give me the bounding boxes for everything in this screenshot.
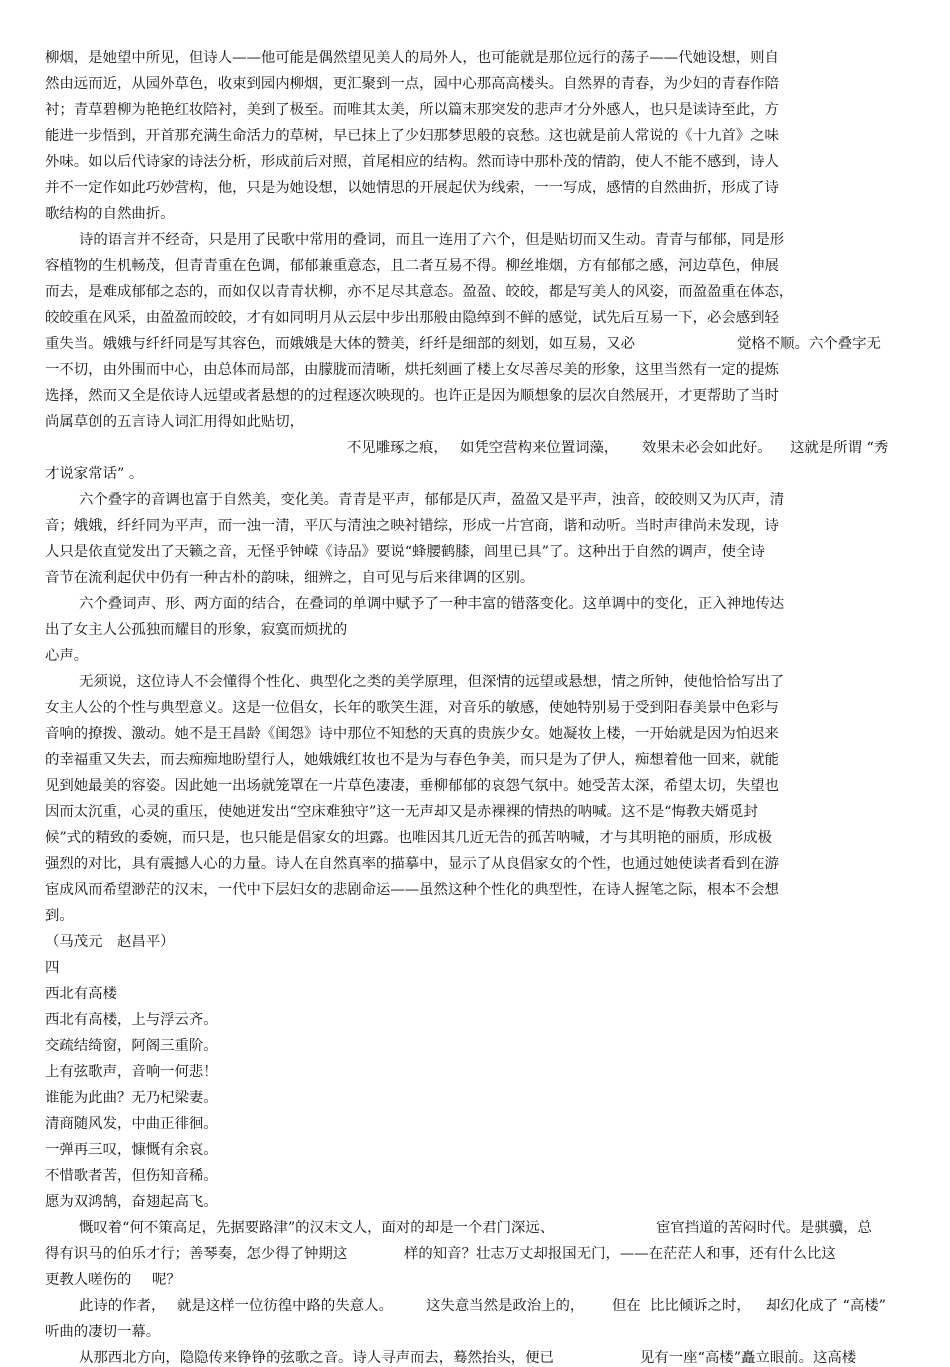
para2-line9-seg1: 不见雕琢之痕， xyxy=(347,440,448,456)
para2-line9-seg2: 如凭空营构来位置词藻， xyxy=(460,440,619,456)
para5-line9: 宦成风而希望渺茫的汉末，一代中下层妇女的悲剧命运——虽然这种个性化的典型性，在诗人握笔之际，根本不会想 xyxy=(45,882,779,898)
para2-line8: 尚属草创的五言诗人词汇用得如此贴切， xyxy=(45,414,305,430)
para2-line6: 一不切，由外围而中心，由总体而局部，由朦胧而清晰，烘托刻画了楼上女尽善尽美的形象，这里当然有一定的提炼 xyxy=(45,362,779,378)
para3-line1: 六个叠字的音调也富于自然美，变化美。青青是平声，郁郁是仄声，盈盈又是平声，浊音，皎皎则又为仄声，清 xyxy=(79,492,785,508)
para5-line3: 音响的撩拨、激动。她不是王昌龄《闺怨》诗中那位不知愁的天真的贵族少女。她凝妆上楼，一开始就是因为怕迟来 xyxy=(45,726,779,742)
para2-line4: 皎皎重在风采，由盈盈而皎皎，才有如同明月从云层中步出那般由隐绰到不鲜的感觉，试先后互易一下，必会感到轻 xyxy=(45,310,779,326)
poem-line7: 不惜歌者苦，但伤知音稀。 xyxy=(45,1168,218,1184)
para8-line1-seg1: 从那西北方向，隐隐传来铮铮的弦歌之音。诗人寻声而去，蓦然抬头，便已 xyxy=(79,1350,554,1366)
para5-line4: 的幸福重又失去，而去痴痴地盼望行人，她娥娥红妆也不是为与春色争美，而只是为了伊人，痴想着他一回来，就能 xyxy=(45,752,779,768)
poem-line8: 愿为双鸿鹄，奋翅起高飞。 xyxy=(45,1194,218,1210)
para7-line1-seg1: 此诗的作者， xyxy=(79,1298,166,1314)
para7-line1-seg5: 比比倾诉之时， xyxy=(650,1298,751,1314)
para6-line2-seg2: 样的知音？壮志万丈却报国无门，——在茫茫人和事，还有什么比这 xyxy=(404,1246,836,1262)
poem-line4: 谁能为此曲？无乃杞梁妻。 xyxy=(45,1090,218,1106)
para4-line3: 心声。 xyxy=(45,648,89,664)
poem-line6: 一弹再三叹，慷慨有余哀。 xyxy=(45,1142,218,1158)
para6-line1-seg1: 慨叹着“何不策高足，先据要路津”的汉末文人，面对的却是一个君门深远、 xyxy=(79,1220,555,1236)
para5-line7: 候”式的精致的委婉，而只是，也只能是倡家女的坦露。也唯因其几近无告的孤苦呐喊，才与其明艳的丽质，形成极 xyxy=(45,830,772,846)
para1-line2: 然由远而近，从园外草色，收束到园内柳烟，更汇聚到一点，园中心那高高楼头。自然界的青春，为少妇的青春作陪 xyxy=(45,76,779,92)
para7-line1-seg4: 但在 xyxy=(612,1298,641,1314)
para2-line1: 诗的语言并不经奇，只是用了民歌中常用的叠词，而且一连用了六个，但是贴切而又生动。青青与郁郁，同是形 xyxy=(79,232,785,248)
para2-line9-seg3: 效果未必会如此好。 xyxy=(642,440,772,456)
para4-line2: 出了女主人公孤独而耀目的形象，寂寞而烦扰的 xyxy=(45,622,348,638)
poem-line3: 上有弦歌声，音响一何悲！ xyxy=(45,1064,218,1080)
para6-line1-seg2: 宦官挡道的苦闷时代。是骐骥，总 xyxy=(656,1220,872,1236)
para1-line6: 并不一定作如此巧妙营构，他，只是为她设想，以她情思的开展起伏为线索，一一写成，感情的自然曲折，形成了诗 xyxy=(45,180,779,196)
section-number: 四 xyxy=(45,960,60,976)
para3-line3: 人只是依直觉发出了天籁之音，无怪乎钟嵘《诗品》要说“蜂腰鹤膝，闾里已具”了。这种出于自然的调声，使全诗 xyxy=(45,544,765,560)
para2-line2: 容植物的生机畅茂，但青青重在色调，郁郁兼重意态，且二者互易不得。柳丝堆烟，方有郁郁之感，河边草色，伸展 xyxy=(45,258,779,274)
para3-line4: 音节在流利起伏中仍有一种古朴的韵味，细辨之，自可见与后来律调的区别。 xyxy=(45,570,535,586)
para7-line2: 听曲的凄切一幕。 xyxy=(45,1324,161,1340)
poem-line5: 清商随风发，中曲正徘徊。 xyxy=(45,1116,218,1132)
para3-line2: 音；娥娥，纤纤同为平声，而一浊一清，平仄与清浊之映衬错综，形成一片宫商，谐和动听。当时声律尚未发现，诗 xyxy=(45,518,779,534)
author-line: （马茂元 赵昌平） xyxy=(45,934,175,950)
para7-line1-seg2: 就是这样一位彷徨中路的失意人。 xyxy=(177,1298,393,1314)
para1-line5: 外味。如以后代诗家的诗法分析，形成前后对照，首尾相应的结构。然而诗中那朴茂的情韵，使人不能不感到，诗人 xyxy=(45,154,779,170)
para5-line1: 无须说，这位诗人不会懂得个性化、典型化之类的美学原理，但深情的远望或悬想，情之所钟，使他恰恰写出了 xyxy=(79,674,785,690)
para1-line3: 衬；青草碧柳为艳艳红妆陪衬，美到了极至。而唯其太美，所以篇末那突发的悲声才分外感人，也只是读诗至此，方 xyxy=(45,102,779,118)
para6-line3-seg2: 呢？ xyxy=(152,1272,181,1288)
para1-line1: 柳烟，是她望中所见，但诗人——他可能是偶然望见美人的局外人，也可能就是那位远行的荡子——代她设想，则自 xyxy=(45,50,779,66)
para2-line3: 而去，是难成郁郁之态的，而如仅以青青状柳，亦不足尽其意态。盈盈、皎皎，都是写美人的风姿，而盈盈重在体态， xyxy=(45,284,794,300)
para2-line5-seg1: 重失当。娥娥与纤纤同是写其容色，而娥娥是大体的赞美，纤纤是细部的刻划，如互易，又必 xyxy=(45,336,636,352)
para6-line2-seg1: 得有识马的伯乐才行；善琴奏，怎少得了钟期这 xyxy=(45,1246,348,1262)
para8-line1-seg2: 见有一座“高楼”矗立眼前。这高楼 xyxy=(640,1350,857,1366)
para2-line5-seg2: 觉格不顺。六个叠字无 xyxy=(737,336,881,352)
para2-line9-seg4: 这就是所谓 “秀 xyxy=(790,440,889,456)
para2-line7: 选择，然而又全是依诗人远望或者悬想的的过程逐次映现的。也许正是因为顺想象的层次自然展开，才更帮助了当时 xyxy=(45,388,779,404)
para7-line1-seg6: 却幻化成了 “高楼” xyxy=(766,1298,887,1314)
para5-line8: 强烈的对比，具有震撼人心的力量。诗人在自然真率的描摹中，显示了从良倡家女的个性，也通过她使读者看到在游 xyxy=(45,856,779,872)
para5-line6: 因而太沉重，心灵的重压，使她迸发出“空床难独守”这一无声却又是赤裸裸的情热的呐喊。这不是“悔教夫婿觅封 xyxy=(45,804,758,820)
para5-line5: 见到她最美的容姿。因此她一出场就笼罩在一片草色凄凄，垂柳郁郁的哀怨气氛中。她受苦太深，希望太切，失望也 xyxy=(45,778,779,794)
para5-line2: 女主人公的个性与典型意义。这是一位倡女，长年的歌笑生涯，对音乐的敏感，使她特别易于受到阳春美景中色彩与 xyxy=(45,700,779,716)
para1-line4: 能进一步悟到，开首那充满生命活力的草树，早已抹上了少妇那梦思般的哀愁。这也就是前人常说的《十九首》之味 xyxy=(45,128,779,144)
para1-line7: 歌结构的自然曲折。 xyxy=(45,206,175,222)
poem-line2: 交疏结绮窗，阿阁三重阶。 xyxy=(45,1038,218,1054)
para7-line1-seg3: 这失意当然是政治上的， xyxy=(426,1298,585,1314)
para6-line3-seg1: 更教人嗟伤的 xyxy=(45,1272,132,1288)
para4-line1: 六个叠词声、形、两方面的结合，在叠词的单调中赋予了一种丰富的错落变化。这单调中的变化，正入神地传达 xyxy=(79,596,785,612)
poem-line1: 西北有高楼，上与浮云齐。 xyxy=(45,1012,218,1028)
para2-line10: 才说家常话” 。 xyxy=(45,466,144,482)
poem-title: 西北有高楼 xyxy=(45,986,117,1002)
para5-line10: 到。 xyxy=(45,908,74,924)
